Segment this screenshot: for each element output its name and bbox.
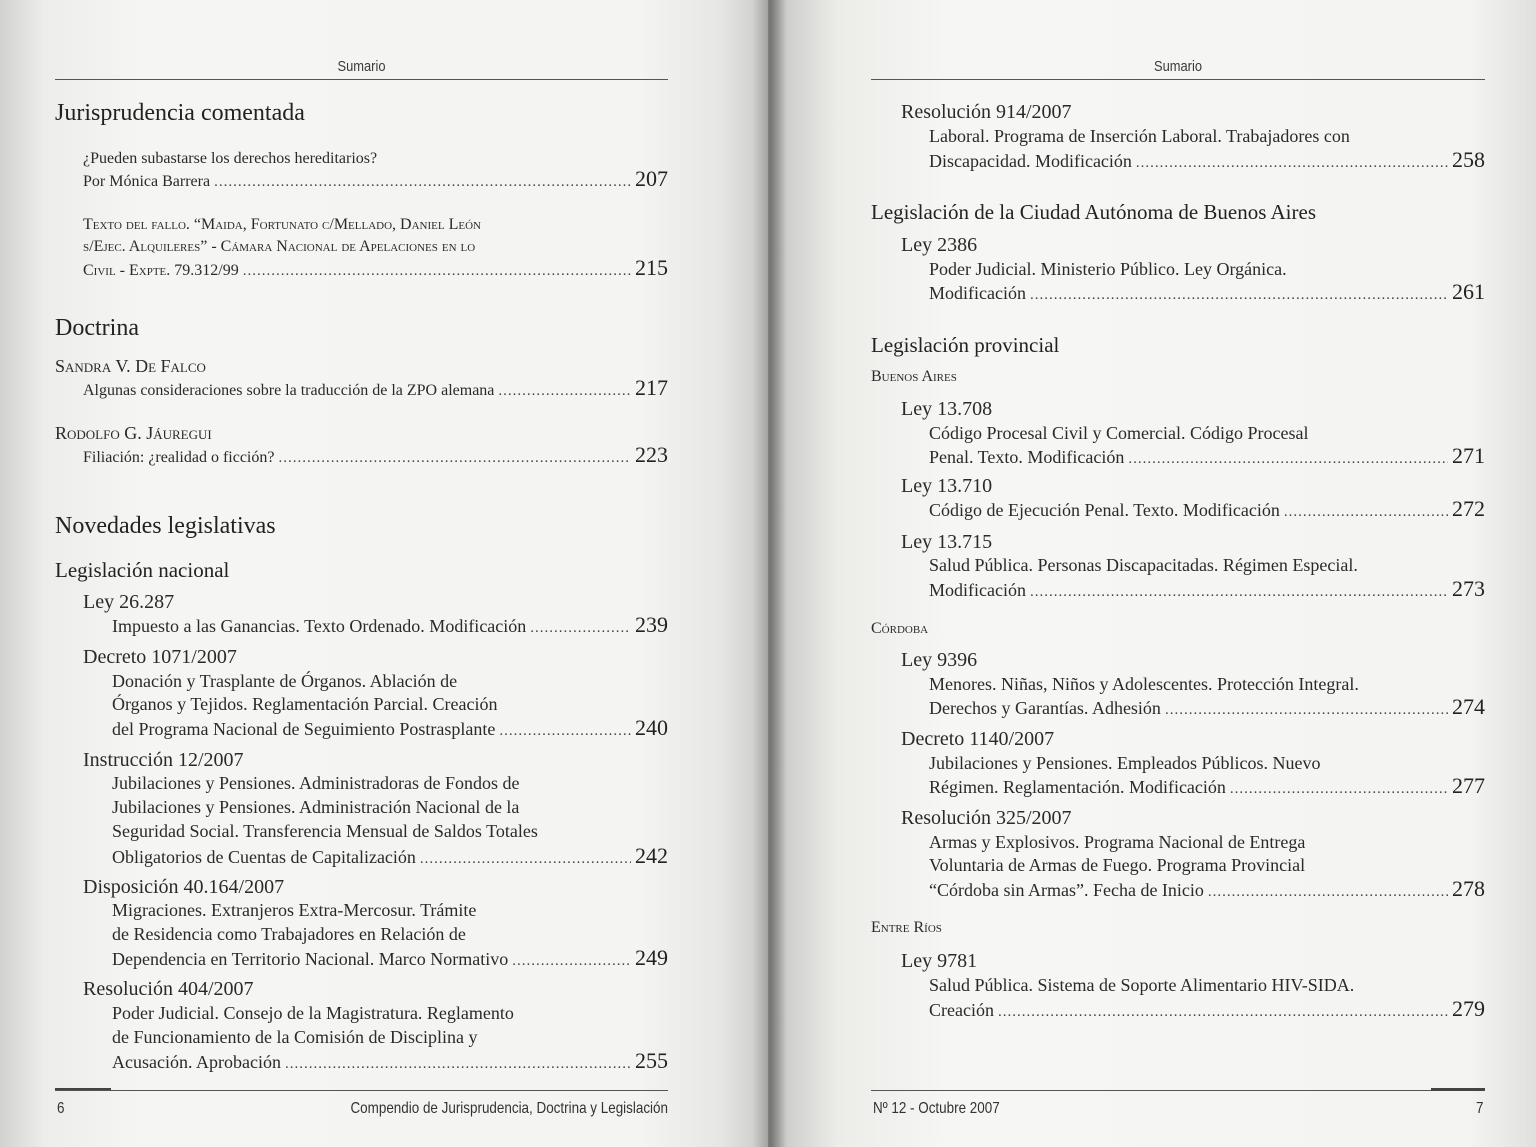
entry-description: Seguridad Social. Transferencia Mensual de Saldos Totales	[112, 821, 538, 841]
dot-leader	[1030, 584, 1448, 601]
footer-issue: Nº 12 - Octubre 2007	[873, 1100, 1000, 1117]
entry-description: Impuesto a las Ganancias. Texto Ordenado. Modificación	[112, 616, 527, 636]
law-title: Ley 2386	[901, 234, 978, 256]
dot-leader	[1208, 884, 1448, 901]
toc-entry-215[interactable]	[83, 255, 668, 281]
law-title: Ley 9781	[901, 950, 978, 972]
page-number: 278	[1452, 876, 1485, 901]
entry-line: Civil - Expte. 79.312/99	[83, 262, 239, 279]
page-number: 261	[1452, 279, 1485, 304]
province-label: Buenos Aires	[871, 368, 957, 385]
toc-entry-271[interactable]	[929, 443, 1485, 469]
page-number: 240	[635, 715, 668, 740]
page-number: 217	[635, 375, 668, 400]
dot-leader	[1128, 451, 1448, 468]
law-title: Resolución 325/2007	[901, 807, 1072, 829]
dot-leader	[243, 263, 631, 280]
footer-rule	[871, 1090, 1485, 1091]
toc-entry-261[interactable]	[929, 279, 1485, 305]
toc-entry-242[interactable]	[112, 843, 668, 869]
section-heading-doctrina: Doctrina	[55, 315, 139, 341]
law-title: Disposición 40.164/2007	[83, 876, 285, 898]
law-title: Decreto 1140/2007	[901, 728, 1055, 750]
toc-entry-223[interactable]	[83, 442, 668, 468]
section-heading-novedades: Novedades legislativas	[55, 513, 276, 539]
toc-entry-255[interactable]	[112, 1048, 668, 1074]
dot-leader	[1030, 287, 1448, 304]
law-title: Ley 13.710	[901, 475, 993, 497]
right-page	[768, 0, 1536, 1147]
dot-leader	[499, 723, 631, 740]
law-title: Resolución 914/2007	[901, 101, 1072, 123]
dot-leader	[1230, 781, 1448, 798]
law-title: Ley 26.287	[83, 591, 175, 613]
toc-entry-207[interactable]	[83, 166, 668, 192]
entry-description: Voluntaria de Armas de Fuego. Programa Provincial	[929, 855, 1306, 875]
toc-entry-258[interactable]	[929, 147, 1485, 173]
entry-description: Penal. Texto. Modificación	[929, 447, 1125, 467]
toc-entry-277[interactable]	[929, 773, 1485, 799]
toc-entry-217[interactable]	[83, 375, 668, 401]
entry-description: de Residencia como Trabajadores en Relación de	[112, 924, 466, 944]
page-number: 215	[635, 255, 668, 280]
entry-description: Órganos y Tejidos. Reglamentación Parcial. Creación	[112, 694, 498, 714]
entry-description: Obligatorios de Cuentas de Capitalización	[112, 847, 416, 867]
entry-description: Salud Pública. Personas Discapacitadas. Régimen Especial.	[929, 555, 1358, 575]
law-title: Ley 13.708	[901, 398, 993, 420]
entry-description: Acusación. Aprobación	[112, 1052, 281, 1072]
toc-entry-274[interactable]	[929, 694, 1485, 720]
page-number: 274	[1452, 694, 1485, 719]
entry-title: Filiación: ¿realidad o ficción?	[83, 449, 275, 466]
footer-rule	[55, 1090, 668, 1091]
page-number: 255	[635, 1048, 668, 1073]
page-number: 258	[1452, 147, 1485, 172]
entry-description: Derechos y Garantías. Adhesión	[929, 698, 1161, 718]
entry-title: ¿Pueden subastarse los derechos hereditarios?	[83, 150, 378, 167]
entry-description: Discapacidad. Modificación	[929, 151, 1132, 171]
entry-description: del Programa Nacional de Seguimiento Postrasplante	[112, 719, 496, 739]
law-title: Instrucción 12/2007	[83, 749, 244, 771]
entry-description: Laboral. Programa de Inserción Laboral. Trabajadores con	[929, 126, 1350, 146]
dot-leader	[285, 1056, 631, 1073]
dot-leader	[1136, 155, 1448, 172]
dot-leader	[998, 1004, 1448, 1021]
toc-entry-239[interactable]	[112, 612, 668, 638]
toc-entry-279[interactable]	[929, 996, 1485, 1022]
footer-page-number: 7	[1476, 1100, 1484, 1117]
subsection-heading: Legislación de la Ciudad Autónoma de Buenos Aires	[871, 200, 1316, 224]
law-title: Decreto 1071/2007	[83, 646, 237, 668]
page-number: 239	[635, 612, 668, 637]
author-name: Sandra V. De Falco	[55, 356, 206, 376]
entry-description: Dependencia en Territorio Nacional. Marco Normativo	[112, 949, 509, 969]
dot-leader	[1284, 504, 1448, 521]
entry-description: Modificación	[929, 283, 1026, 303]
toc-entry-272[interactable]	[929, 496, 1485, 522]
entry-description: Poder Judicial. Consejo de la Magistratura. Reglamento	[112, 1003, 514, 1023]
entry-line: s/Ejec. Alquileres” - Cámara Nacional de Apelaciones en lo	[83, 238, 476, 255]
footer-accent-rule	[1431, 1088, 1485, 1091]
page-number: 271	[1452, 443, 1485, 468]
entry-description: Salud Pública. Sistema de Soporte Alimentario HIV-SIDA.	[929, 975, 1355, 995]
toc-entry-249[interactable]	[112, 945, 668, 971]
toc-entry-278[interactable]	[929, 876, 1485, 902]
entry-description: “Córdoba sin Armas”. Fecha de Inicio	[929, 880, 1204, 900]
law-title: Ley 13.715	[901, 531, 993, 553]
entry-description: Menores. Niñas, Niños y Adolescentes. Protección Integral.	[929, 674, 1359, 694]
subsection-heading: Legislación provincial	[871, 333, 1060, 357]
province-label: Córdoba	[871, 620, 929, 637]
entry-description: Creación	[929, 1000, 994, 1020]
page-number: 272	[1452, 496, 1485, 521]
province-label: Entre Ríos	[871, 919, 942, 936]
page-number: 249	[635, 945, 668, 970]
page-number: 277	[1452, 773, 1485, 798]
entry-description: Poder Judicial. Ministerio Público. Ley Orgánica.	[929, 259, 1287, 279]
footer-page-number: 6	[57, 1100, 65, 1117]
entry-description: de Funcionamiento de la Comisión de Disciplina y	[112, 1027, 478, 1047]
entry-line: Texto del fallo. “Maida, Fortunato c/Mellado, Daniel León	[83, 216, 481, 233]
dot-leader	[214, 174, 631, 191]
entry-description: Armas y Explosivos. Programa Nacional de Entrega	[929, 832, 1306, 852]
footer-publication-title: Compendio de Jurisprudencia, Doctrina y Legislación	[350, 1100, 668, 1117]
header-rule	[871, 79, 1485, 80]
law-title: Ley 9396	[901, 649, 978, 671]
entry-description: Modificación	[929, 580, 1026, 600]
entry-author: Por Mónica Barrera	[83, 173, 211, 190]
dot-leader	[278, 450, 631, 467]
author-name: Rodolfo G. Jáuregui	[55, 423, 212, 443]
entry-description: Código de Ejecución Penal. Texto. Modificación	[929, 500, 1280, 520]
toc-entry-273[interactable]	[929, 576, 1485, 602]
entry-title: Algunas consideraciones sobre la traducción de la ZPO alemana	[83, 382, 495, 399]
toc-entry-240[interactable]	[112, 715, 668, 741]
dot-leader	[1165, 702, 1448, 719]
entry-description: Migraciones. Extranjeros Extra-Mercosur. Trámite	[112, 900, 477, 920]
entry-description: Jubilaciones y Pensiones. Empleados Públicos. Nuevo	[929, 753, 1321, 773]
running-header: Sumario	[1153, 58, 1203, 75]
dot-leader	[420, 851, 631, 868]
dot-leader	[530, 620, 631, 637]
law-title: Resolución 404/2007	[83, 978, 254, 1000]
page-number: 223	[635, 442, 668, 467]
page-number: 279	[1452, 996, 1485, 1021]
page-number: 273	[1452, 576, 1485, 601]
page-number: 207	[635, 166, 668, 191]
entry-description: Jubilaciones y Pensiones. Administradoras de Fondos de	[112, 773, 520, 793]
section-heading-jurisprudencia: Jurisprudencia comentada	[55, 100, 305, 126]
dot-leader	[498, 383, 631, 400]
page-number: 242	[635, 843, 668, 868]
entry-description: Donación y Trasplante de Órganos. Ablación de	[112, 671, 458, 691]
dot-leader	[512, 953, 631, 970]
entry-description: Régimen. Reglamentación. Modificación	[929, 777, 1226, 797]
running-header: Sumario	[337, 58, 386, 75]
header-rule	[55, 79, 668, 80]
subsection-heading: Legislación nacional	[55, 558, 230, 582]
entry-description: Código Procesal Civil y Comercial. Código Procesal	[929, 423, 1309, 443]
entry-description: Jubilaciones y Pensiones. Administración Nacional de la	[112, 797, 520, 817]
